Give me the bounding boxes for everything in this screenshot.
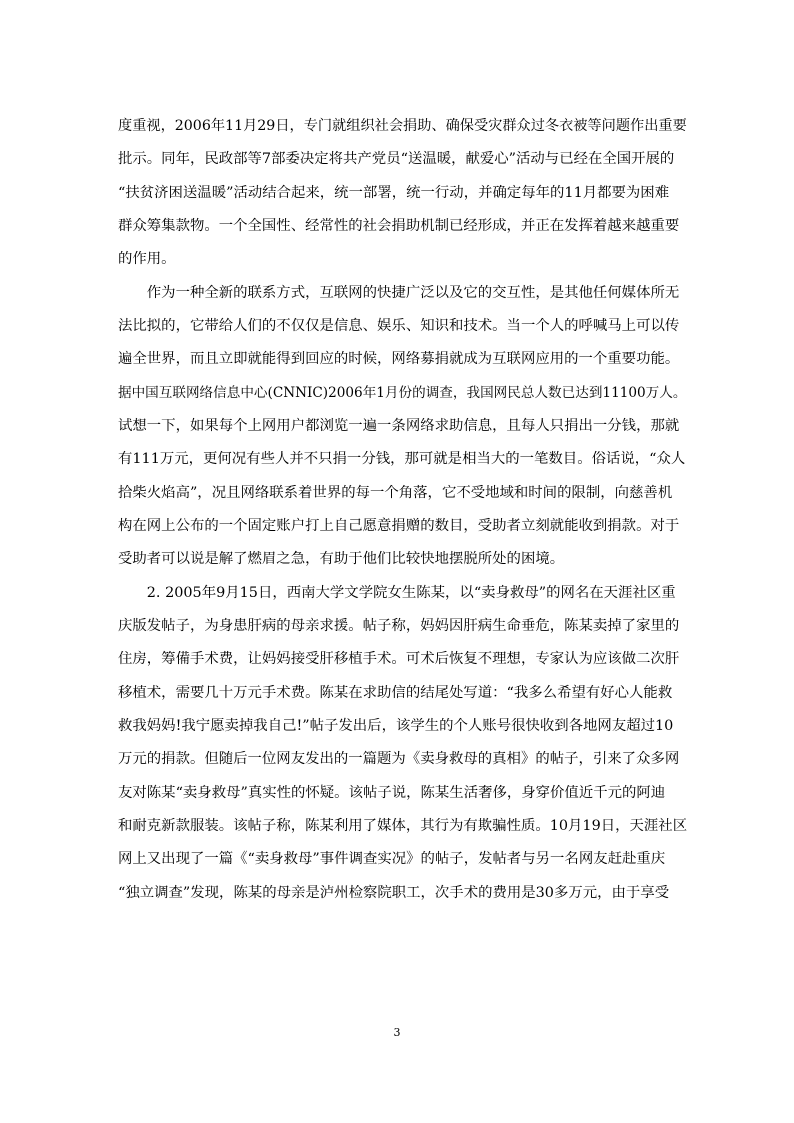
page-number: 3 (393, 1026, 401, 1039)
text-line: 万元的捐款。但随后一位网友发出的一篇题为《卖身救母的真相》的帖子，引来了众多网 (118, 751, 680, 767)
text-line: 构在网上公布的一个固定账户打上自己愿意捐赠的数目，受助者立刻就能收到捐款。对于 (118, 518, 680, 534)
text-line: 度重视，2006年11月29日，专门就组织社会捐助、确保受灾群众过冬衣被等问题作出重要 (118, 118, 687, 134)
text-line: 网上又出现了一篇《“卖身救母”事件调查实况》的帖子，发帖者与另一名网友赶赴重庆 (118, 851, 666, 867)
text-line: 救我妈妈!我宁愿卖掉我自己!”帖子发出后，该学生的个人账号很快收到各地网友超过10 (118, 718, 674, 734)
text-line: 庆版发帖子，为身患肝病的母亲求援。帖子称，妈妈因肝病生命垂危，陈某卖掉了家里的 (118, 618, 680, 634)
text-line: 群众筹集款物。一个全国性、经常性的社会捐助机制已经形成，并正在发挥着越来越重要 (118, 218, 680, 234)
text-line: 批示。同年，民政部等7部委决定将共产党员“送温暖，献爱心”活动与已经在全国开展的 (118, 151, 675, 167)
text-line: 遍全世界，而且立即就能得到回应的时候，网络募捐就成为互联网应用的一个重要功能。 (118, 351, 680, 367)
text-line: “扶贫济困送温暖”活动结合起来，统一部署，统一行动，并确定每年的11月都要为困难 (118, 185, 670, 201)
text-line: 住房，筹備手术费，让妈妈接受肝移植手术。可术后恢复不理想，专家认为应该做二次肝 (118, 651, 680, 667)
text-line: 2. 2005年9月15日，西南大学文学院女生陈某，以“卖身救母”的网名在天涯社区重 (118, 585, 676, 601)
text-line: 作为一种全新的联系方式，互联网的快捷广泛以及它的交互性，是其他任何媒体所无 (118, 285, 680, 301)
text-line: “独立调查”发现，陈某的母亲是泸州检察院职工，次手术的费用是30多万元，由于享受 (118, 885, 670, 901)
text-line: 和耐克新款服装。该帖子称，陈某利用了媒体，其行为有欺骗性质。10月19日，天涯社区 (118, 818, 688, 834)
text-line: 的作用。 (118, 251, 176, 267)
text-line: 法比拟的，它带给人们的不仅仅是信息、娱乐、知识和技术。当一个人的呼喊马上可以传 (118, 318, 680, 334)
text-line: 试想一下，如果每个上网用户都浏览一遍一条网络求助信息，且每人只捐出一分钱，那就 (118, 418, 680, 434)
text-line: 拾柴火焰高”，况且网络联系着世界的每一个角落，它不受地域和时间的限制，向慈善机 (118, 485, 673, 501)
text-line: 受助者可以说是解了燃眉之急，有助于他们比较快地摆脱所处的困境。 (118, 551, 565, 567)
text-line: 据中国互联网络信息中心(CNNIC)2006年1月份的调查，我国网民总人数已达到11100万人。 (118, 385, 687, 401)
text-line: 友对陈某“卖身救母”真实性的怀疑。该帖子说，陈某生活奢侈，身穿价值近千元的阿迪 (118, 785, 666, 801)
text-line: 有111万元，更何况有些人并不只捐一分钱，那可就是相当大的一笔数目。俗话说，“众人 (118, 451, 686, 467)
text-line: 移植术，需要几十万元手术费。陈某在求助信的结尾处写道：“我多么希望有好心人能救 (118, 685, 673, 701)
